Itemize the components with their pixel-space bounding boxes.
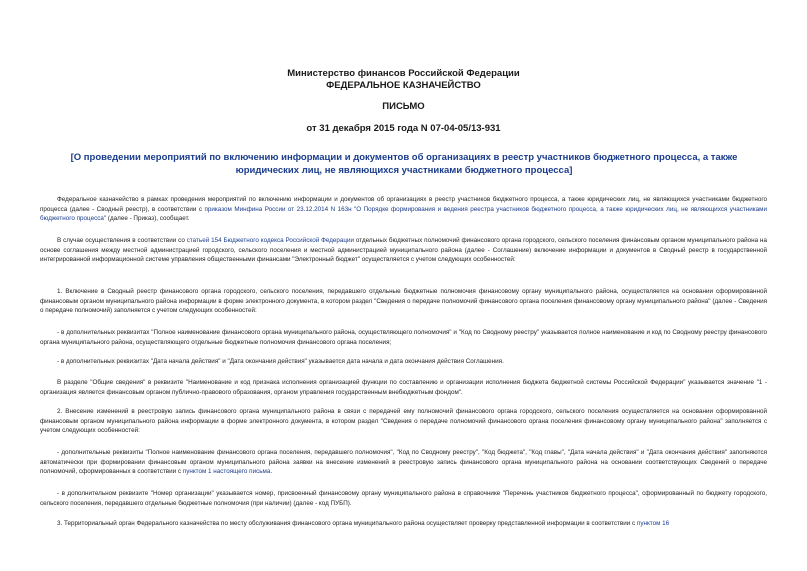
paragraph-8-text-b: . [270, 468, 273, 476]
doc-number: от 31 декабря 2015 года N 07-04-05/13-931 [306, 123, 501, 134]
doc-title: [О проведении мероприятий по включению информации и документов об организациях в реестр участников бюджетного процесса, а также юридических лиц, не являющихся участниками бюджетного процесса] [70, 152, 738, 176]
paragraph-7-text: 2. Внесение изменений в реестровую запись финансового органа муниципального района в связи с передачей ему полномочий финансового органа городского, сельского поселения осуществляется на основании сформированной финансовым органом муниципального района информации в форме электронного документа, в котором раздел "Сведения о передаче полномочий финансового органа поселения финансовому органу муниципального района" заполняется с учетом следующих особенностей: [40, 408, 767, 435]
doc-type: ПИСЬМО [382, 101, 425, 112]
paragraph-4 [40, 328, 767, 347]
paragraph-9 [40, 489, 767, 508]
paragraph-2-text-a: В случае осуществления в соответствии со [57, 237, 187, 244]
paragraph-10 [40, 519, 767, 529]
paragraph-1-text-a: Федеральное казначейство в рамках проведения мероприятий по включению информации и документов об организациях в реестр участников бюджетного процесса, а также юридических лиц, не являющихся участниками бюджетного процесса (далее - Сводный реестр), в соответствии с [40, 196, 767, 213]
paragraph-9-text: - в дополнительном реквизите "Номер организации" указывается номер, присвоенный финансовому органу муниципального района в справочнике "Перечень участников бюджетного процесса", сформированный по бюджету городского, сельского поселения, передавшего отдельные бюджетные полномочия (при наличии) (далее - код ПУБП). [40, 490, 767, 507]
budget-code-article-154-link[interactable]: статьей 154 Бюджетного кодекса Российской Федерации [186, 237, 355, 244]
paragraph-2 [40, 236, 767, 265]
paragraph-2-text-b: отдельных бюджетных полномочий финансового органа городского, сельского поселения финансовым органом муниципального района на основе соглашения между местной администрацией городского, сельского поселения и местной администрацией муниципального района (далее - Соглашение) включение информации и документов в Сводный реестр в государственной интегрированной информационной системе управления общественными финансами "Электронный бюджет" осуществляется с учетом следующих особенностей: [40, 237, 767, 264]
paragraph-3 [40, 287, 767, 316]
ministry-name: Министерство финансов Российской Федерации [287, 68, 520, 79]
paragraph-1-text-b: (далее - Приказ), сообщает. [106, 215, 190, 223]
paragraph-3-text: 1. Включение в Сводный реестр финансового органа городского, сельского поселения, передавшего отдельные бюджетные полномочия финансовому органу муниципального района, осуществляется на основании сформированной финансовым органом муниципального района информации в форме электронного документа, в котором раздел "Сведения о передаче полномочий финансового органа поселения финансовому органу муниципального района" (далее - Сведения о передаче полномочий) заполняется с учетом следующих особенностей: [40, 288, 767, 315]
paragraph-1 [40, 195, 767, 224]
paragraph-7 [40, 407, 767, 436]
paragraph-8 [40, 448, 767, 477]
paragraph-8-text-a: - дополнительные реквизиты "Полное наименование финансового органа поселения, передавшего полномочия", "Код по Сводному реестру", "Код бюджета", "Код главы", "Дата начала действия" и "Дата окончания действия" заполняются автоматически при формировании финансовым органом муниципального района заявки на внесение изменений в реестровую запись финансового органа муниципального района на основании соответствующих Сведений о передаче полномочий, сформированных в соответствии с [40, 449, 767, 476]
paragraph-6 [40, 378, 767, 397]
paragraph-5-text: - в дополнительных реквизитах "Дата начала действия" и "Дата окончания действия" указывается дата начала и дата окончания действия Соглашения. [57, 358, 504, 365]
paragraph-10-text-a: 3. Территориальный орган Федерального казначейства по месту обслуживания финансового органа муниципального района осуществляет проверку представленной информации в соответствии с [57, 520, 637, 527]
point-16-link[interactable]: пунктом 16 [636, 520, 670, 527]
paragraph-6-text: В разделе "Общие сведения" в реквизите "Наименование и код признака исполнения организацией функции по составлению и организации исполнения бюджета бюджетной системы Российской Федерации" указывается значение "1 - организация является финансовым органом публично-правового образования, органом управления государственным внебюджетным фондом". [40, 379, 767, 396]
treasury-name: ФЕДЕРАЛЬНОЕ КАЗНАЧЕЙСТВО [326, 80, 481, 91]
order-163n-link[interactable]: приказом Минфина России от 23.12.2014 N 163н "О Порядке формирования и ведения реестра участников бюджетного процесса, а также юридических лиц, не являющихся участниками бюджетного процесса" [40, 205, 767, 223]
paragraph-5 [40, 357, 767, 367]
paragraph-4-text: - в дополнительных реквизитах "Полное наименование финансового органа муниципального района, осуществляющего полномочия" и "Код по Сводному реестру" указывается полное наименование и код по Сводному реестру финансового органа муниципального района, осуществляющего отдельные бюджетные полномочия финансового органа поселения; [40, 329, 767, 346]
point-1-link[interactable]: пунктом 1 настоящего письма [182, 468, 271, 476]
